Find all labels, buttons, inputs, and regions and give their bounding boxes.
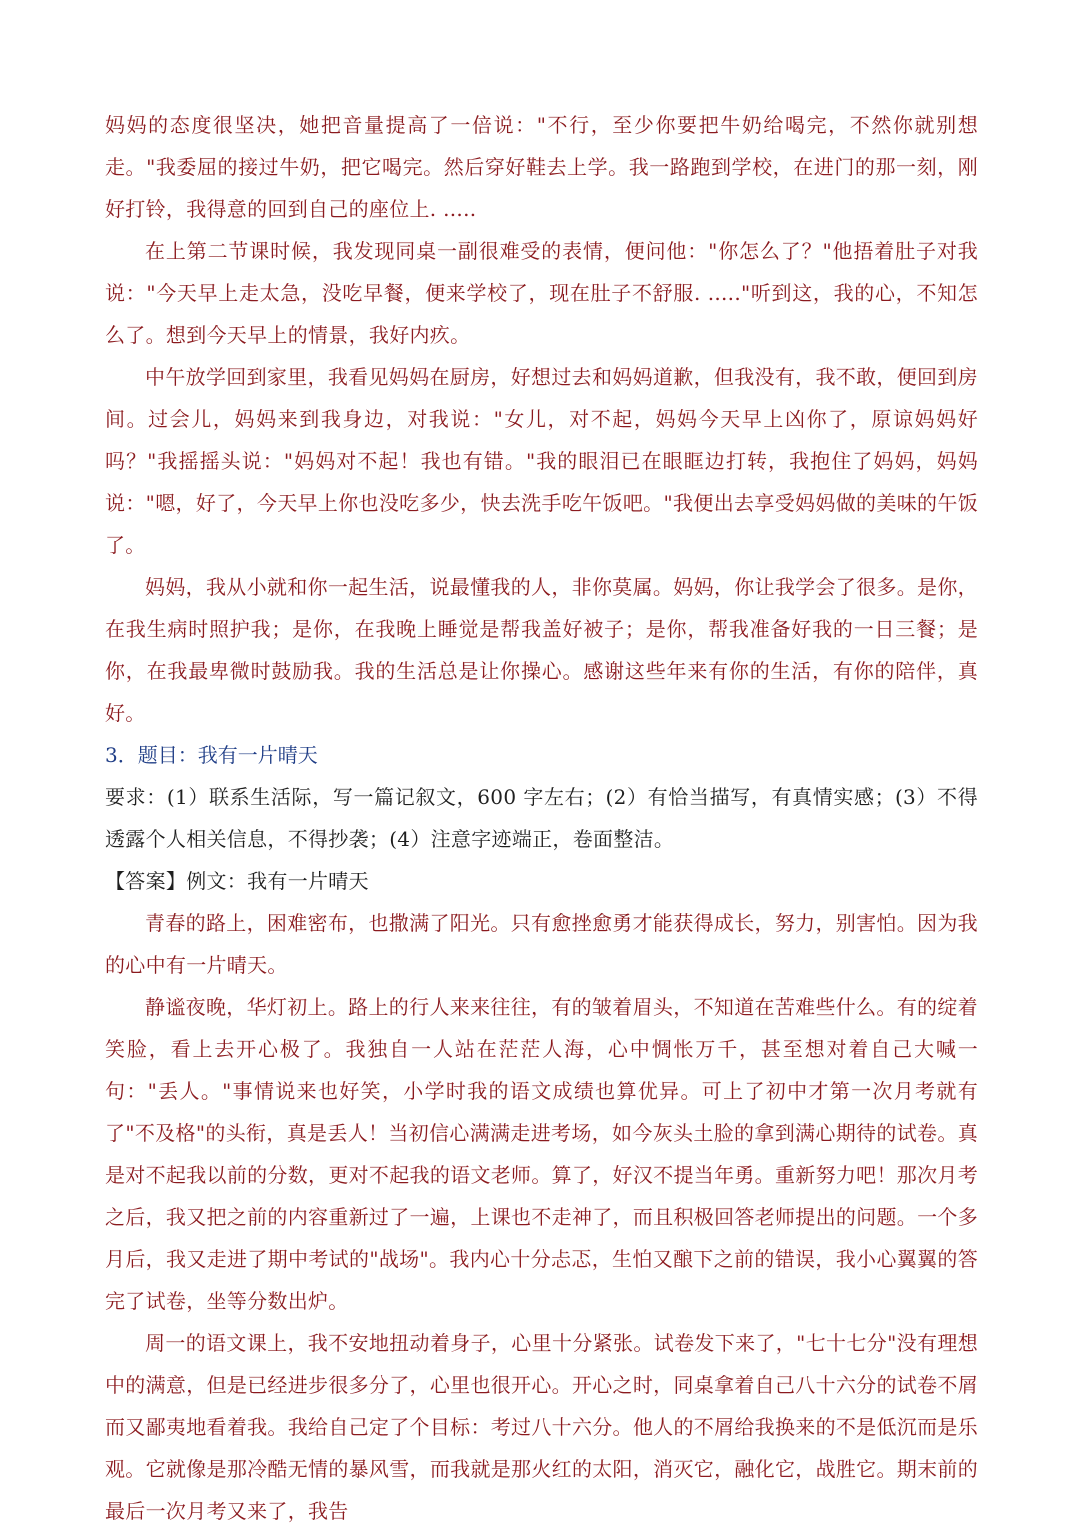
essay-paragraph-1: 妈妈的态度很坚决，她把音量提高了一倍说："不行，至少你要把牛奶给喝完，不然你就别想走。"我委屈的接过牛奶，把它喝完。然后穿好鞋去上学。我一路跑到学校，在进门的那一刻，刚好打铃，我得意的回到自己的座位上. ..... (105, 113, 978, 221)
question-requirements: 要求：(1）联系生活际，写一篇记叙文，600 字左右；(2）有恰当描写，有真情实感；(3）不得透露个人相关信息，不得抄袭；(4）注意字迹端正，卷面整洁。 (105, 785, 978, 851)
essay-paragraph-2: 在上第二节课时候，我发现同桌一副很难受的表情，便问他："你怎么了？"他捂着肚子对我说："今天早上走太急，没吃早餐，便来学校了，现在肚子不舒服. ....."听到这，我的心，不知怎么了。想到今天早上的情景，我好内疚。 (105, 239, 978, 347)
example-paragraph-3: 周一的语文课上，我不安地扭动着身子，心里十分紧张。试卷发下来了，"七十七分"没有理想中的满意，但是已经进步很多分了，心里也很开心。开心之时，同桌拿着自己八十六分的试卷不屑而又鄙夷地看着我。我给自己定了个目标：考过八十六分。他人的不屑给我换来的不是低沉而是乐观。它就像是那冷酷无情的暴风雪，而我就是那火红的太阳，消灭它，融化它，战胜它。期末前的最后一次月考又来了，我告 (105, 1331, 978, 1523)
question-title: 3．题目：我有一片晴天 (105, 743, 318, 767)
example-paragraph-1: 青春的路上，困难密布，也撒满了阳光。只有愈挫愈勇才能获得成长，努力，别害怕。因为我的心中有一片晴天。 (105, 911, 978, 977)
essay-paragraph-4: 妈妈，我从小就和你一起生活，说最懂我的人，非你莫属。妈妈，你让我学会了很多。是你，在我生病时照护我；是你，在我晚上睡觉是帮我盖好被子；是你，帮我准备好我的一日三餐；是你，在我最卑微时鼓励我。我的生活总是让你操心。感谢这些年来有你的生活，有你的陪伴，真好。 (105, 575, 978, 725)
answer-label: 【答案】例文：我有一片晴天 (105, 869, 369, 893)
document-page (105, 104, 978, 1532)
essay-paragraph-3: 中午放学回到家里，我看见妈妈在厨房，好想过去和妈妈道歉，但我没有，我不敢，便回到房间。过会儿，妈妈来到我身边，对我说："女儿，对不起，妈妈今天早上凶你了，原谅妈妈好吗？"我摇摇头说："妈妈对不起！我也有错。"我的眼泪已在眼眶边打转，我抱住了妈妈，妈妈说："嗯，好了，今天早上你也没吃多少，快去洗手吃午饭吧。"我便出去享受妈妈做的美味的午饭了。 (105, 365, 978, 557)
example-paragraph-2: 静谧夜晚，华灯初上。路上的行人来来往往，有的皱着眉头，不知道在苦难些什么。有的绽着笑脸，看上去开心极了。我独自一人站在茫茫人海，心中惆怅万千，甚至想对着自己大喊一句："丢人。"事情说来也好笑，小学时我的语文成绩也算优异。可上了初中才第一次月考就有了"不及格"的头衔，真是丢人！当初信心满满走进考场，如今灰头土脸的拿到满心期待的试卷。真是对不起我以前的分数，更对不起我的语文老师。算了，好汉不提当年勇。重新努力吧！那次月考之后，我又把之前的内容重新过了一遍，上课也不走神了，而且积极回答老师提出的问题。一个多月后，我又走进了期中考试的"战场"。我内心十分忐忑，生怕又酿下之前的错误，我小心翼翼的答完了试卷，坐等分数出炉。 (105, 995, 978, 1313)
